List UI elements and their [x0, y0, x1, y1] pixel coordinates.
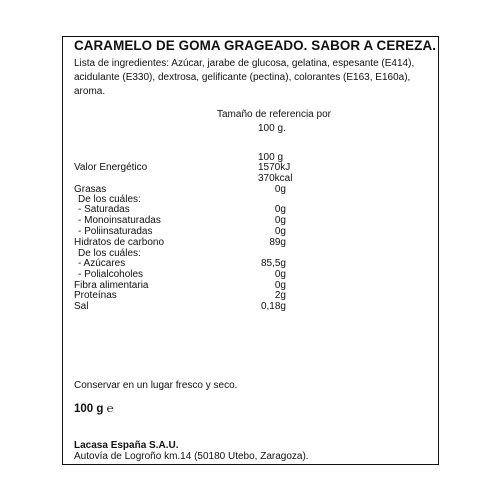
product-title: CARAMELO DE GOMA GRAGEADO. SABOR A CEREZA.: [74, 38, 437, 53]
estimated-sign-icon: ℮: [106, 403, 114, 415]
nutrient-value: 0,18g: [260, 301, 286, 312]
nutrient-label: - Monoinsaturadas: [78, 215, 161, 226]
reference-line-2: 100 g.: [258, 123, 286, 134]
nutrient-label: - Poliinsaturadas: [78, 226, 153, 237]
nutrient-label: Hidratos de carbono: [74, 237, 165, 248]
nutrient-value: 0g: [274, 204, 286, 215]
nutrient-value: 0g: [274, 280, 286, 291]
ingredients-list: Lista de ingredientes: Azúcar, jarabe de glucosa, gelatina, espesante (E414), acidulante (E330), dextrosa, gelificante (pectina), colorantes (E163, E160a), aroma.: [74, 58, 415, 97]
nutrient-label: Grasas: [74, 184, 107, 195]
per-100g-header: 100 g: [258, 152, 284, 163]
nutrient-label: Fibra alimentaria: [74, 280, 149, 291]
net-weight-value: 100 g: [74, 403, 104, 415]
nutrient-value: 89g: [269, 237, 286, 248]
energy-kj: 1570kJ: [258, 162, 291, 173]
nutrient-label: Sal: [74, 301, 89, 312]
company-address: Autovía de Logroño km.14 (50180 Utebo, Zaragoza).: [74, 451, 309, 462]
company-name: Lacasa España S.A.U.: [74, 440, 179, 451]
storage-instructions: Conservar en un lugar fresco y seco.: [74, 380, 238, 391]
nutrient-label: - Saturadas: [78, 204, 130, 215]
nutrient-value: 0g: [274, 184, 286, 195]
nutrient-value: 2g: [274, 290, 286, 301]
energy-kcal: 370kcal: [258, 173, 293, 184]
net-weight: [74, 404, 114, 415]
nutrient-label: - Azúcares: [78, 258, 126, 269]
nutrient-label: - Polialcoholes: [78, 269, 144, 280]
energy-label: Valor Energético: [74, 162, 148, 173]
reference-line-1: Tamaño de referencia por: [217, 109, 331, 120]
nutrient-value: 0g: [274, 215, 286, 226]
reference-size: [217, 108, 331, 136]
nutrient-label: De los cuáles:: [78, 194, 141, 205]
nutrient-value: 85,5g: [260, 258, 286, 269]
nutrient-value: 0g: [274, 226, 286, 237]
nutrient-value: 0g: [274, 269, 286, 280]
nutrient-label: De los cuáles:: [78, 248, 141, 259]
nutrient-label: Proteínas: [74, 290, 117, 301]
